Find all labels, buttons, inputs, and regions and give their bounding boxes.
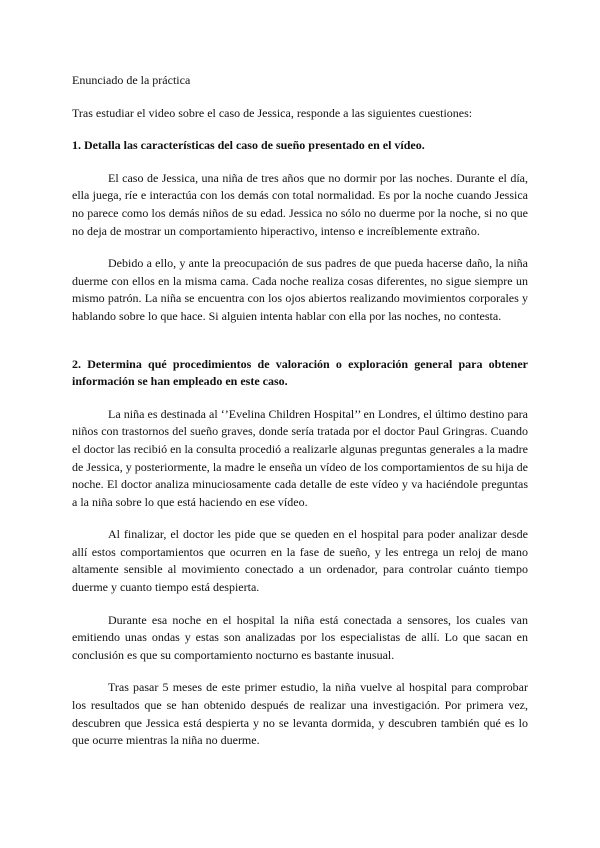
document-heading: Enunciado de la práctica — [72, 73, 191, 87]
question-2: 2. Determina qué procedimientos de valoración o exploración general para obtener información se han empleado en este caso. — [72, 356, 528, 389]
section-2-paragraph-3: Durante esa noche en el hospital la niña está conectada a sensores, los cuales van emitiendo unas ondas y estas son analizadas por los especialistas de allí. Lo que sacan en conclusión es que su comportamiento nocturno es bastante inusual. — [72, 612, 528, 662]
document-intro: Tras estudiar el video sobre el caso de Jessica, responde a las siguientes cuestiones: — [72, 105, 473, 120]
section-spacer — [72, 341, 528, 356]
section-2-paragraph-1: La niña es destinada al ‘’Evelina Children Hospital’’ en Londres, el último destino para niños con trastornos del sueño graves, donde sería tratada por el doctor Paul Gringras. Cuando el doctor las recibió en la consulta procedió a realizarle algunas preguntas generales a la madre de Jessica, y posteriormente, la madre le enseña un vídeo de los comportamientos de su hija de noche. El doctor analiza minuciosamente cada detalle de este vídeo y va haciéndole preguntas a la niña sobre lo que está haciendo en ese vídeo. — [72, 406, 528, 509]
section-1-paragraph-1: El caso de Jessica, una niña de tres años que no dormir por las noches. Durante el día, ella juega, ríe e interactúa con los demás con total normalidad. Es por la noche cuando Jessica no parece como los demás niños de su edad. Jessica no sólo no duerme por la noche, si no que no deja de mostrar un comportamiento hiperactivo, intenso e increíblemente extraño. — [72, 170, 528, 238]
question-1: 1. Detalla las características del caso de sueño presentado en el vídeo. — [72, 138, 425, 153]
section-2-paragraph-2: Al finalizar, el doctor les pide que se queden en el hospital para poder analizar desde allí estos comportamientos que ocurren en la fase de sueño, y les entrega un reloj de mano altamente sensible al movimiento conectado a un ordenador, para controlar cuánto tiempo duerme y cuanto tiempo está despierta. — [72, 527, 528, 595]
section-2-paragraph-4: Tras pasar 5 meses de este primer estudio, la niña vuelve al hospital para comprobar los resultados que se han obtenido después de realizar una investigación. Por primera vez, descubren que Jessica está despierta y no se levanta dormida, y descubren también qué es lo que ocurre mientras la niña no duerme. — [72, 680, 528, 748]
section-1-paragraph-2: Debido a ello, y ante la preocupación de sus padres de que pueda hacerse daño, la niña duerme con ellos en la misma cama. Cada noche realiza cosas diferentes, no sigue siempre un mismo patrón. La niña se encuentra con los ojos abiertos realizando movimientos corporales y hablando sobre lo que hace. Si alguien intenta hablar con ella por las noches, no contesta. — [72, 256, 528, 323]
